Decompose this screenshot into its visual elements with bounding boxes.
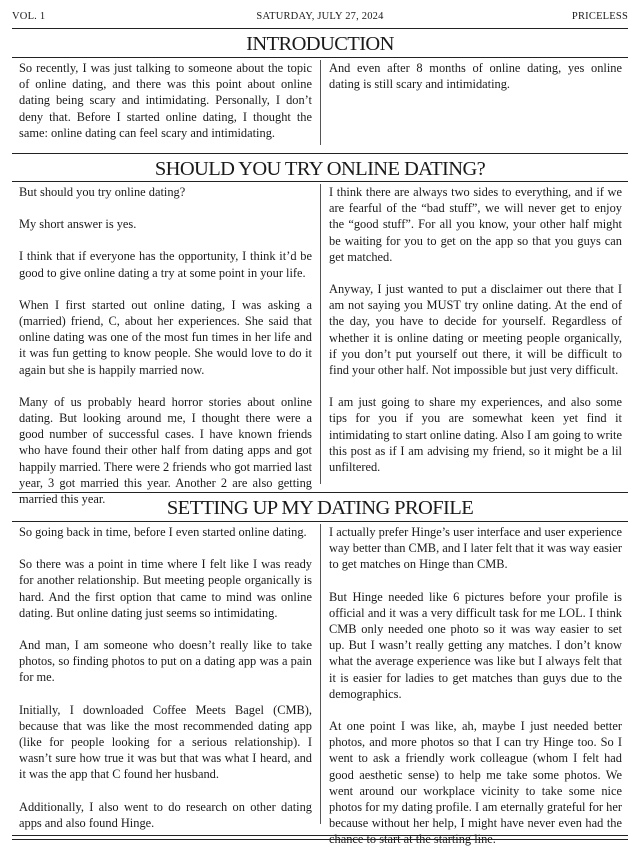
section-rule bbox=[12, 521, 628, 522]
intro-right-column bbox=[329, 60, 622, 92]
section-rule bbox=[12, 57, 628, 58]
price-label: PRICELESS bbox=[571, 11, 628, 22]
should-try-right-column bbox=[329, 184, 622, 475]
column-divider bbox=[320, 184, 321, 484]
section-title-introduction: INTRODUCTION bbox=[246, 33, 394, 55]
paragraph: Anyway, I just wanted to put a disclaimer out there that I am not saying you MUST try online dating. At the end of the day, you have to decide for yourself. Regardless of whether it is online dating or meeting people organically, if you don’t put yourself out there, it will be difficult to find your other half. Not impossible but just very difficult. bbox=[329, 282, 622, 378]
profile-right-column bbox=[329, 524, 622, 848]
paragraph: So recently, I was just talking to someone about the topic of online dating, and there was this point about online dating being scary and intimidating. Personally, I don’t deny that. Before I started online dating, I thought the same: online dating can feel scary and intimidating. bbox=[19, 61, 312, 140]
paragraph: When I first started out online dating, I was asking a (married) friend, C, about her experiences. She said that online dating was one of the most fun times in her life and it was fun getting to know people. She would love to do it again but she is happily married now. bbox=[19, 297, 312, 377]
section-title-should-you-try: SHOULD YOU TRY ONLINE DATING? bbox=[154, 158, 486, 180]
column-divider bbox=[320, 524, 321, 824]
paragraph: So going back in time, before I even started online dating. bbox=[19, 525, 307, 539]
footer-rule bbox=[12, 839, 628, 840]
section-rule bbox=[12, 492, 628, 493]
volume-label: VOL. 1 bbox=[12, 11, 46, 22]
paragraph: I think that if everyone has the opportunity, I think it’d be good to give online dating a try at some point in your life. bbox=[19, 249, 312, 280]
paragraph: Initially, I downloaded Coffee Meets Bagel (CMB), because that was like the most recommended dating app (like for people looking for a serious relationship). I wasn’t sure how true it was but that was what I heard, and it was the app that C found her husband. bbox=[19, 702, 312, 782]
paragraph: So there was a point in time where I felt like I was ready for another relationship. But meeting people organically is hard. And the first option that came to mind was online dating. But online dating just seems so intimidating. bbox=[19, 557, 312, 620]
masthead-rule bbox=[12, 28, 628, 29]
paragraph: And even after 8 months of online dating, yes online dating is still scary and intimidating. bbox=[329, 61, 622, 92]
paragraph: I am just going to share my experiences, and also some tips for you if you are somewhat keen yet find it intimidating to start online dating. Also I am going to write this post as if I am advising my friend, so it might be a lil unfiltered. bbox=[329, 395, 622, 475]
paragraph: But Hinge needed like 6 pictures before your profile is official and it was a very difficult task for me LOL. I think CMB only needed one photo so it was way easier to set up. But I wasn’t really getting any matches. I don’t know what the average experience was like but I always felt that it is easier for ladies to get matches than guys due to the demographics. bbox=[329, 589, 622, 701]
profile-left-column bbox=[19, 524, 312, 831]
paragraph: But should you try online dating? bbox=[19, 185, 186, 199]
paragraph: I actually prefer Hinge’s user interface and user experience way better than CMB, and I later felt that it was way easier to get matches on Hinge than CMB. bbox=[329, 525, 622, 572]
section-rule bbox=[12, 153, 628, 154]
column-divider bbox=[320, 60, 321, 145]
intro-left-column bbox=[19, 60, 312, 141]
paragraph: My short answer is yes. bbox=[19, 217, 137, 232]
issue-date: SATURDAY, JULY 27, 2024 bbox=[256, 11, 384, 22]
section-title-dating-profile: SETTING UP MY DATING PROFILE bbox=[166, 497, 474, 519]
masthead bbox=[12, 9, 628, 25]
paragraph: At one point I was like, ah, maybe I just needed better photos, and more photos so that I can try Hinge too. So I went to ask a friendly work colleague (whom I felt had good aesthetic sense) to help me take some photos. We went around our workplace vicinity to take some nice photos for my dating profile. I am eternally grateful for her because without her help, I might have never even had the chance to start at the starting line. bbox=[329, 719, 622, 847]
paragraph: And man, I am someone who doesn’t really like to take photos, so finding photos to put on a dating app was a pain for me. bbox=[19, 638, 312, 685]
should-try-left-column bbox=[19, 184, 312, 507]
footer-rule bbox=[12, 835, 628, 836]
paragraph: I think there are always two sides to everything, and if we are fearful of the “bad stuff”, we will never get to enjoy the “good stuff”. For all you know, your other half might be waiting for you to get on the app so that you guys can get matched. bbox=[329, 185, 622, 264]
paragraph: Additionally, I also went to do research on other dating apps and also found Hinge. bbox=[19, 799, 312, 830]
section-rule bbox=[12, 181, 628, 182]
paragraph: Many of us probably heard horror stories about online dating. But looking around me, I thought there were a good number of successful cases. I have known friends who have found their other half from dating apps and got happily married. There were 2 friends who got married last year, 3 got married this year. Another 2 are also getting married this year. bbox=[19, 394, 312, 507]
